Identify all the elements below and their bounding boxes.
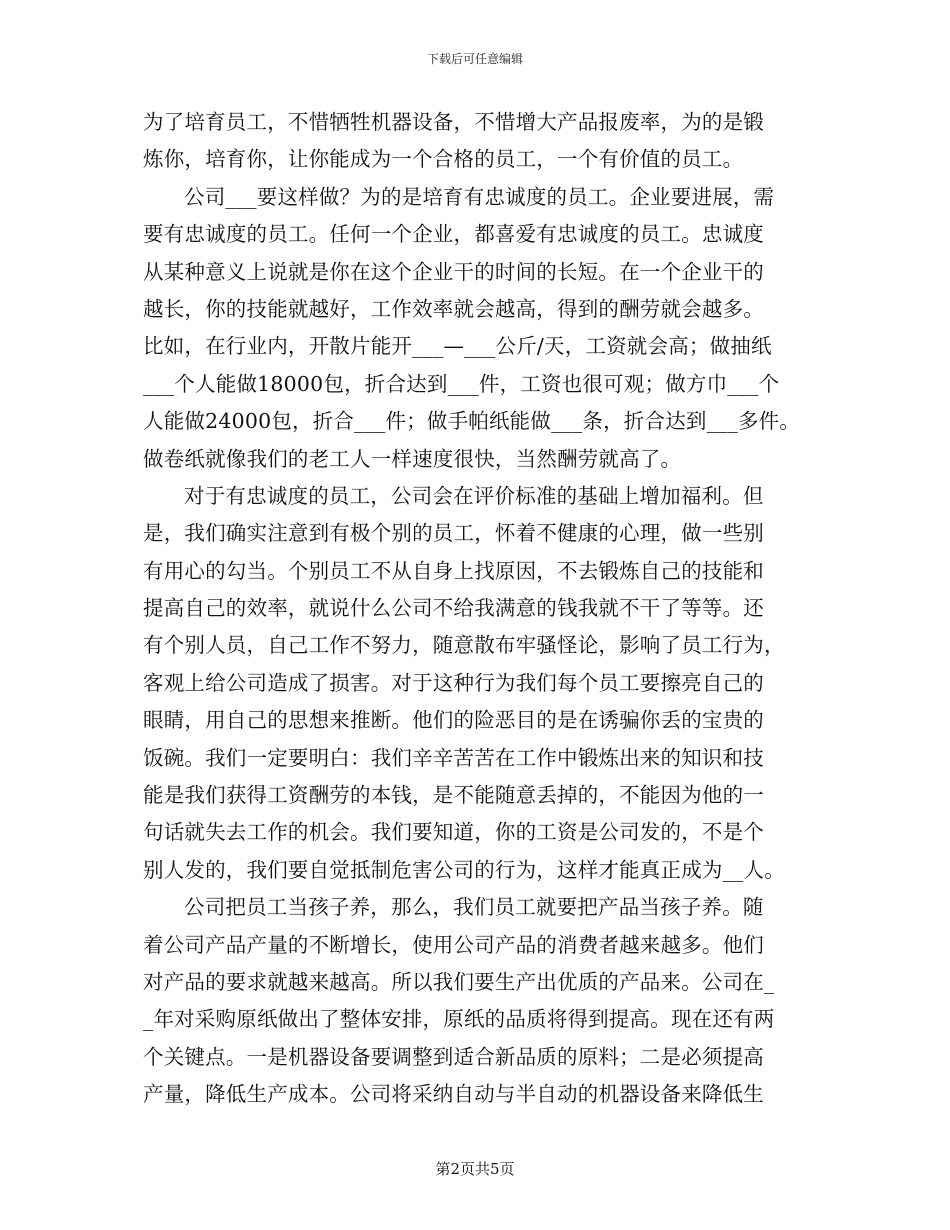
text-line: 比如，在行业内，开散片能开___—___公斤/天，工资就会高；做抽纸 bbox=[143, 334, 772, 359]
text-line: 做卷纸就像我们的老工人一样速度很快，当然酬劳就高了。 bbox=[143, 446, 682, 471]
text-line: 要有忠诚度的员工。任何一个企业，都喜爱有忠诚度的员工。忠诚度 bbox=[143, 222, 764, 247]
text-line: 人能做24000包，折合___件；做手帕纸能做___条，折合达到___多件。 bbox=[143, 409, 801, 434]
text-line: 眼睛，用自己的思想来推断。他们的险恶目的是在诱骗你丢的宝贵的 bbox=[143, 708, 764, 733]
text-line: 有用心的勾当。个别员工不从自身上找原因，不去锻炼自己的技能和 bbox=[143, 558, 764, 583]
text-line: 客观上给公司造成了损害。对于这种行为我们每个员工要擦亮自己的 bbox=[143, 670, 764, 695]
text-line: 句话就失去工作的机会。我们要知道，你的工资是公司发的，不是个 bbox=[143, 820, 764, 845]
text-line: 从某种意义上说就是你在这个企业干的时间的长短。在一个企业干的 bbox=[143, 259, 764, 284]
text-line: 提高自己的效率，就说什么公司不给我满意的钱我就不干了等等。还 bbox=[143, 596, 764, 621]
text-line: 饭碗。我们一定要明白：我们辛辛苦苦在工作中锻炼出来的知识和技 bbox=[143, 745, 764, 770]
text-line: 越长，你的技能就越好，工作效率就会越高，得到的酬劳就会越多。 bbox=[143, 296, 764, 321]
page-number: 第2页共5页 bbox=[435, 1160, 515, 1178]
text-line: 着公司产品产量的不断增长，使用公司产品的消费者越来越多。他们 bbox=[143, 932, 764, 957]
page-header: 下载后可任意编辑 bbox=[426, 52, 523, 66]
text-line: 个关键点。一是机器设备要调整到适合新品质的原料；二是必须提高 bbox=[143, 1044, 764, 1069]
text-line: _年对采购原纸做出了整体安排，原纸的品质将得到提高。现在还有两 bbox=[143, 1007, 775, 1032]
text-line: 能是我们获得工资酬劳的本钱，是不能随意丢掉的，不能因为他的一 bbox=[143, 783, 764, 808]
text-line: 为了培育员工，不惜牺牲机器设备，不惜增大产品报废率，为的是锻 bbox=[143, 110, 764, 134]
text-line: 有个别人员，自己工作不努力，随意散布牢骚怪论，影响了员工行为， bbox=[143, 633, 785, 658]
text-line: 公司___要这样做？为的是培育有忠诚度的员工。企业要进展，需 bbox=[184, 184, 775, 209]
body-text bbox=[143, 104, 823, 1114]
text-line: 公司把员工当孩子养，那么，我们员工就要把产品当孩子养。随 bbox=[184, 895, 764, 920]
text-line: 别人发的，我们要自觉抵制危害公司的行为，这样才能真正成为__人。 bbox=[143, 857, 785, 882]
text-line: 产量，降低生产成本。公司将采纳自动与半自动的机器设备来降低生 bbox=[143, 1082, 764, 1107]
text-line: 炼你，培育你，让你能成为一个合格的员工，一个有价值的员工。 bbox=[143, 147, 744, 172]
text-line: 是，我们确实注意到有极个别的员工，怀着不健康的心理，做一些别 bbox=[143, 521, 764, 546]
text-line: ___个人能做18000包，折合达到___件，工资也很可观；做方巾___个 bbox=[143, 371, 780, 396]
text-line: 对于有忠诚度的员工，公司会在评价标准的基础上增加福利。但 bbox=[184, 483, 764, 508]
text-line: 对产品的要求就越来越高。所以我们要生产出优质的产品来。公司在_ bbox=[143, 969, 775, 994]
